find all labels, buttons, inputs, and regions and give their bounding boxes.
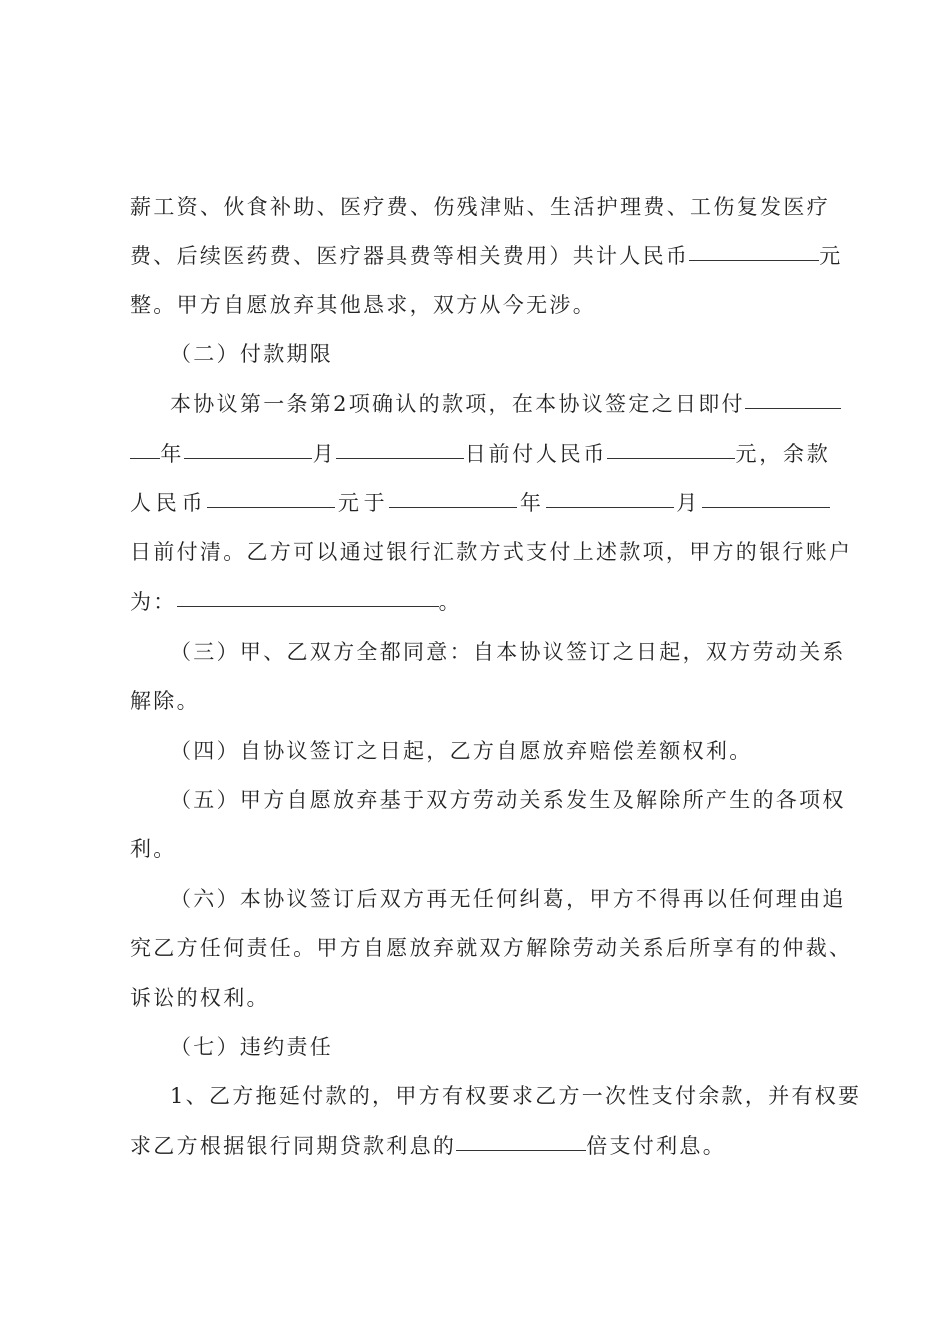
- text: 1、乙方拖延付款的，甲方有权要求乙方一次性支付余款，并有权要: [170, 1084, 862, 1108]
- text: 为：: [130, 590, 177, 614]
- body-line: [130, 434, 830, 474]
- text: （三）甲、乙双方全都同意：自本协议签订之日起，双方劳动关系: [170, 640, 846, 664]
- text: 整。甲方自愿放弃其他恳求，双方从今无涉。: [130, 293, 596, 317]
- text: 元，余款: [735, 442, 830, 466]
- fill-blank[interactable]: [389, 506, 517, 508]
- body-line: [130, 236, 843, 276]
- body-line: [130, 681, 830, 721]
- fill-blank[interactable]: [336, 457, 464, 459]
- text: 究乙方任何责任。甲方自愿放弃就双方解除劳动关系后所享有的仲裁、: [130, 936, 853, 960]
- body-line: [130, 532, 853, 572]
- text: （二）付款期限: [170, 342, 334, 366]
- text: 年: [517, 491, 546, 515]
- body-line: [130, 978, 830, 1018]
- text: 费、后续医药费、医疗器具费等相关费用）共计人民币: [130, 244, 690, 268]
- text: 日前付人民币: [464, 442, 608, 466]
- section-heading: [170, 1027, 830, 1067]
- body-line: [130, 187, 830, 227]
- text: 求乙方根据银行同期贷款利息的: [130, 1134, 457, 1158]
- text: （七）违约责任: [170, 1035, 334, 1059]
- text: 月: [312, 442, 337, 466]
- body-line: [130, 285, 830, 325]
- text: 人民币: [130, 491, 208, 515]
- body-line: [170, 384, 830, 424]
- text: （五）甲方自愿放弃基于双方劳动关系发生及解除所产生的各项权: [170, 788, 846, 812]
- text: 诉讼的权利。: [130, 986, 270, 1010]
- body-line: [170, 632, 846, 672]
- fill-blank[interactable]: [207, 506, 335, 508]
- body-line: [170, 731, 830, 771]
- body-line: [170, 879, 846, 919]
- body-line: [170, 1076, 862, 1116]
- text: （六）本协议签订后双方再无任何纠葛，甲方不得再以任何理由追: [170, 887, 846, 911]
- fill-blank[interactable]: [456, 1149, 586, 1151]
- body-line: [130, 829, 830, 869]
- text: 倍支付利息。: [586, 1134, 727, 1158]
- text: 月: [673, 491, 702, 515]
- text: 薪工资、伙食补助、医疗费、伤残津贴、生活护理费、工伤复发医疗: [130, 195, 830, 219]
- text: 日前付清。乙方可以通过银行汇款方式支付上述款项，甲方的银行账户: [130, 540, 853, 564]
- fill-blank[interactable]: [546, 506, 674, 508]
- fill-blank[interactable]: [702, 506, 830, 508]
- text: 解除。: [130, 689, 200, 713]
- body-line: [130, 928, 853, 968]
- text: 元于: [335, 491, 390, 515]
- text: 年: [160, 442, 185, 466]
- body-line: [130, 483, 830, 523]
- text: 。: [438, 590, 462, 614]
- fill-blank[interactable]: [745, 407, 841, 409]
- fill-blank[interactable]: [130, 457, 160, 459]
- text: 元: [819, 244, 843, 268]
- body-line: [130, 1126, 830, 1166]
- text: （四）自协议签订之日起，乙方自愿放弃赔偿差额权利。: [170, 739, 753, 763]
- body-line: [170, 780, 846, 820]
- fill-blank[interactable]: [184, 457, 312, 459]
- text: 利。: [130, 837, 177, 861]
- fill-blank[interactable]: [607, 457, 735, 459]
- bank-account-blank[interactable]: [177, 605, 439, 607]
- body-line: [130, 582, 830, 622]
- text: 本协议第一条第2项确认的款项，在本协议签定之日即付: [170, 392, 745, 416]
- fill-blank[interactable]: [689, 259, 819, 261]
- section-heading: [170, 334, 830, 374]
